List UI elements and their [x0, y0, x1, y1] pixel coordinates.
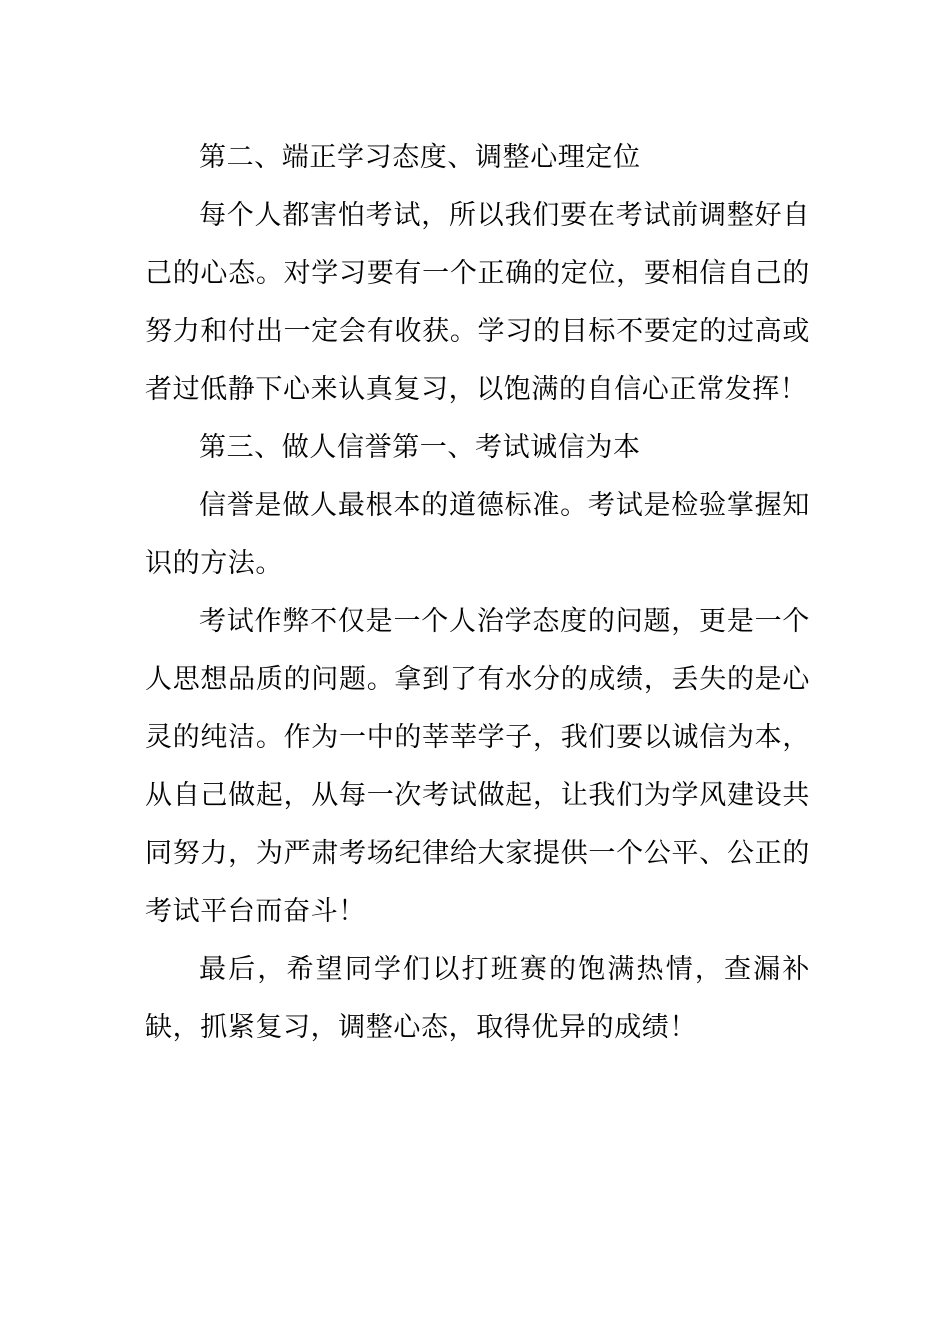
section-heading-3: 第三、做人信誉第一、考试诚信为本 [199, 432, 641, 463]
paragraph-closing: 最后，希望同学们以打班赛的饱满热情，查漏补缺，抓紧复习，调整心态，取得优异的成绩！ [145, 954, 810, 1043]
section-heading-2: 第二、端正学习态度、调整心理定位 [199, 142, 641, 173]
paragraph-mindset: 每个人都害怕考试，所以我们要在考试前调整好自己的心态。对学习要有一个正确的定位，要相信自己的努力和付出一定会有收获。学习的目标不要定的过高或者过低静下心来认真复习，以饱满的自信心正常发挥！ [145, 200, 810, 405]
document-body [145, 129, 810, 1057]
paragraph-cheating: 考试作弊不仅是一个人治学态度的问题，更是一个人思想品质的问题。拿到了有水分的成绩，丢失的是心灵的纯洁。作为一中的莘莘学子，我们要以诚信为本，从自己做起，从每一次考试做起，让我们为学风建设共同努力，为严肃考场纪律给大家提供一个公平、公正的考试平台而奋斗！ [145, 606, 810, 927]
paragraph-integrity: 信誉是做人最根本的道德标准。考试是检验掌握知识的方法。 [145, 490, 810, 579]
